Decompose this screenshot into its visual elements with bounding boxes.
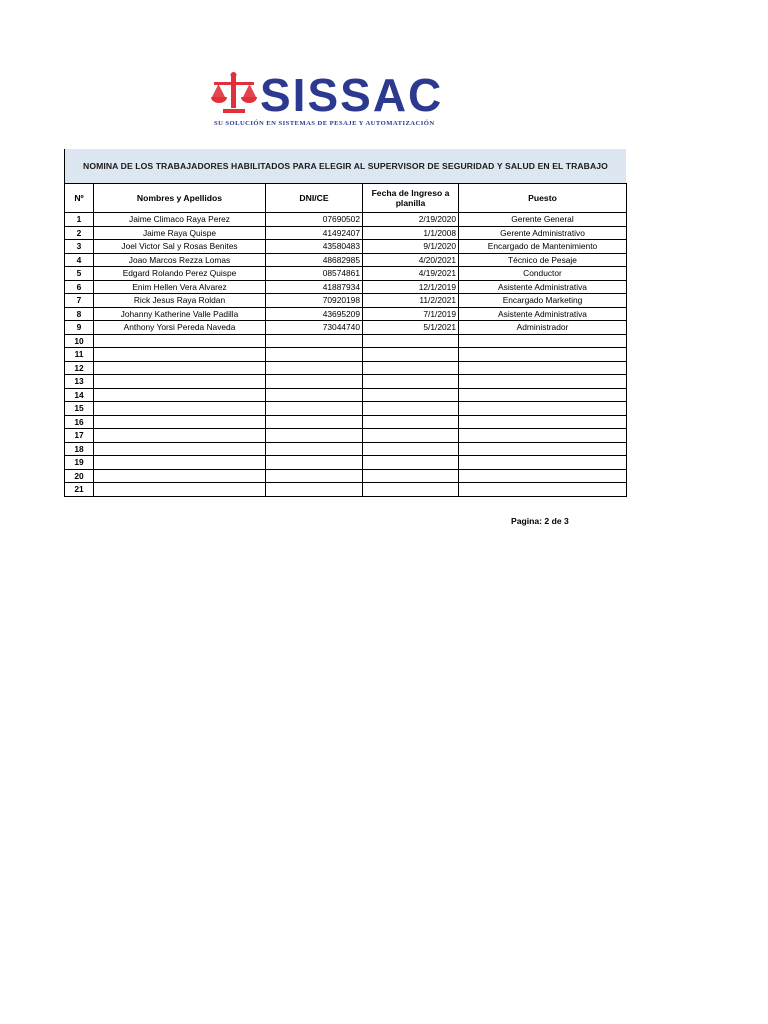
worker-dni: 43580483 [266,240,363,254]
worker-position [459,469,627,483]
table-row [65,429,627,443]
worker-name [94,402,266,416]
hire-date: 12/1/2019 [363,280,459,294]
column-header-name: Nombres y Apellidos [94,184,266,213]
worker-dni [266,334,363,348]
hire-date: 5/1/2021 [363,321,459,335]
row-number: 7 [65,294,94,308]
worker-position: Conductor [459,267,627,281]
hire-date [363,442,459,456]
table-header-row [65,184,627,213]
hire-date [363,469,459,483]
worker-roster-sheet [64,149,626,497]
hire-date [363,348,459,362]
row-number: 4 [65,253,94,267]
worker-name: Anthony Yorsi Pereda Naveda [94,321,266,335]
worker-dni [266,388,363,402]
row-number: 1 [65,213,94,227]
worker-position [459,388,627,402]
hire-date: 7/1/2019 [363,307,459,321]
worker-position [459,334,627,348]
worker-dni [266,348,363,362]
worker-dni: 70920198 [266,294,363,308]
worker-name: Joel Victor Sal y Rosas Benites [94,240,266,254]
row-number: 13 [65,375,94,389]
hire-date [363,361,459,375]
worker-position [459,375,627,389]
worker-name [94,375,266,389]
worker-position: Encargado de Mantenimiento [459,240,627,254]
worker-position: Encargado Marketing [459,294,627,308]
worker-position [459,483,627,497]
table-row [65,469,627,483]
table-row [65,280,627,294]
scale-icon [210,72,258,114]
worker-name [94,483,266,497]
company-logo [210,69,444,130]
worker-dni [266,483,363,497]
worker-dni: 43695209 [266,307,363,321]
hire-date [363,334,459,348]
document-title: NOMINA DE LOS TRABAJADORES HABILITADOS PARA ELEGIR AL SUPERVISOR DE SEGURIDAD Y SALUD EN EL TRABAJO [64,149,626,183]
row-number: 17 [65,429,94,443]
worker-position: Asistente Administrativa [459,307,627,321]
hire-date: 11/2/2021 [363,294,459,308]
row-number: 12 [65,361,94,375]
worker-name [94,469,266,483]
worker-dni: 48682985 [266,253,363,267]
table-row [65,294,627,308]
table-row [65,334,627,348]
worker-position [459,402,627,416]
worker-position [459,456,627,470]
worker-name [94,388,266,402]
worker-position: Gerente Administrativo [459,226,627,240]
table-row [65,321,627,335]
worker-position: Técnico de Pesaje [459,253,627,267]
hire-date: 4/20/2021 [363,253,459,267]
worker-name: Johanny Katherine Valle Padilla [94,307,266,321]
hire-date [363,375,459,389]
table-row [65,375,627,389]
worker-name [94,442,266,456]
worker-name: Rick Jesus Raya Roldan [94,294,266,308]
worker-dni: 41887934 [266,280,363,294]
hire-date [363,429,459,443]
row-number: 3 [65,240,94,254]
hire-date: 1/1/2008 [363,226,459,240]
row-number: 2 [65,226,94,240]
row-number: 5 [65,267,94,281]
worker-name: Enim Hellen Vera Alvarez [94,280,266,294]
hire-date: 4/19/2021 [363,267,459,281]
hire-date [363,415,459,429]
table-row [65,402,627,416]
row-number: 8 [65,307,94,321]
worker-dni [266,402,363,416]
page-number: Pagina: 2 de 3 [511,516,569,526]
worker-name [94,361,266,375]
worker-name: Jaime Raya Quispe [94,226,266,240]
worker-name [94,456,266,470]
worker-dni: 73044740 [266,321,363,335]
hire-date [363,483,459,497]
row-number: 6 [65,280,94,294]
table-row [65,240,627,254]
hire-date: 2/19/2020 [363,213,459,227]
worker-dni [266,415,363,429]
row-number: 21 [65,483,94,497]
worker-name: Edgard Rolando Perez Quispe [94,267,266,281]
column-header-dni: DNI/CE [266,184,363,213]
column-header-date: Fecha de Ingreso a planilla [363,184,459,213]
table-row [65,415,627,429]
logo-wordmark: SISSAC [260,69,444,121]
table-row [65,267,627,281]
row-number: 16 [65,415,94,429]
worker-position: Gerente General [459,213,627,227]
table-row [65,348,627,362]
worker-name [94,334,266,348]
table-row [65,361,627,375]
worker-dni [266,442,363,456]
table-row [65,388,627,402]
worker-dni [266,375,363,389]
worker-name [94,415,266,429]
worker-name [94,429,266,443]
row-number: 20 [65,469,94,483]
row-number: 14 [65,388,94,402]
table-row [65,226,627,240]
worker-name: Joao Marcos Rezza Lomas [94,253,266,267]
row-number: 11 [65,348,94,362]
worker-dni: 41492407 [266,226,363,240]
row-number: 19 [65,456,94,470]
row-number: 18 [65,442,94,456]
row-number: 15 [65,402,94,416]
worker-position [459,361,627,375]
table-row [65,213,627,227]
worker-dni: 08574861 [266,267,363,281]
hire-date [363,402,459,416]
row-number: 10 [65,334,94,348]
hire-date [363,456,459,470]
worker-position [459,429,627,443]
table-row [65,483,627,497]
worker-dni [266,469,363,483]
table-row [65,442,627,456]
worker-name [94,348,266,362]
row-number: 9 [65,321,94,335]
table-row [65,456,627,470]
hire-date: 9/1/2020 [363,240,459,254]
worker-position [459,442,627,456]
worker-position [459,348,627,362]
worker-dni: 07690502 [266,213,363,227]
table-row [65,253,627,267]
worker-position [459,415,627,429]
column-header-number: Nº [65,184,94,213]
worker-name: Jaime Climaco Raya Perez [94,213,266,227]
worker-dni [266,429,363,443]
hire-date [363,388,459,402]
worker-dni [266,456,363,470]
worker-dni [266,361,363,375]
column-header-position: Puesto [459,184,627,213]
worker-position: Administrador [459,321,627,335]
worker-position: Asistente Administrativa [459,280,627,294]
logo-tagline: SU SOLUCIÓN EN SISTEMAS DE PESAJE Y AUTOMATIZACIÓN [214,120,435,127]
table-row [65,307,627,321]
worker-table [64,183,627,497]
